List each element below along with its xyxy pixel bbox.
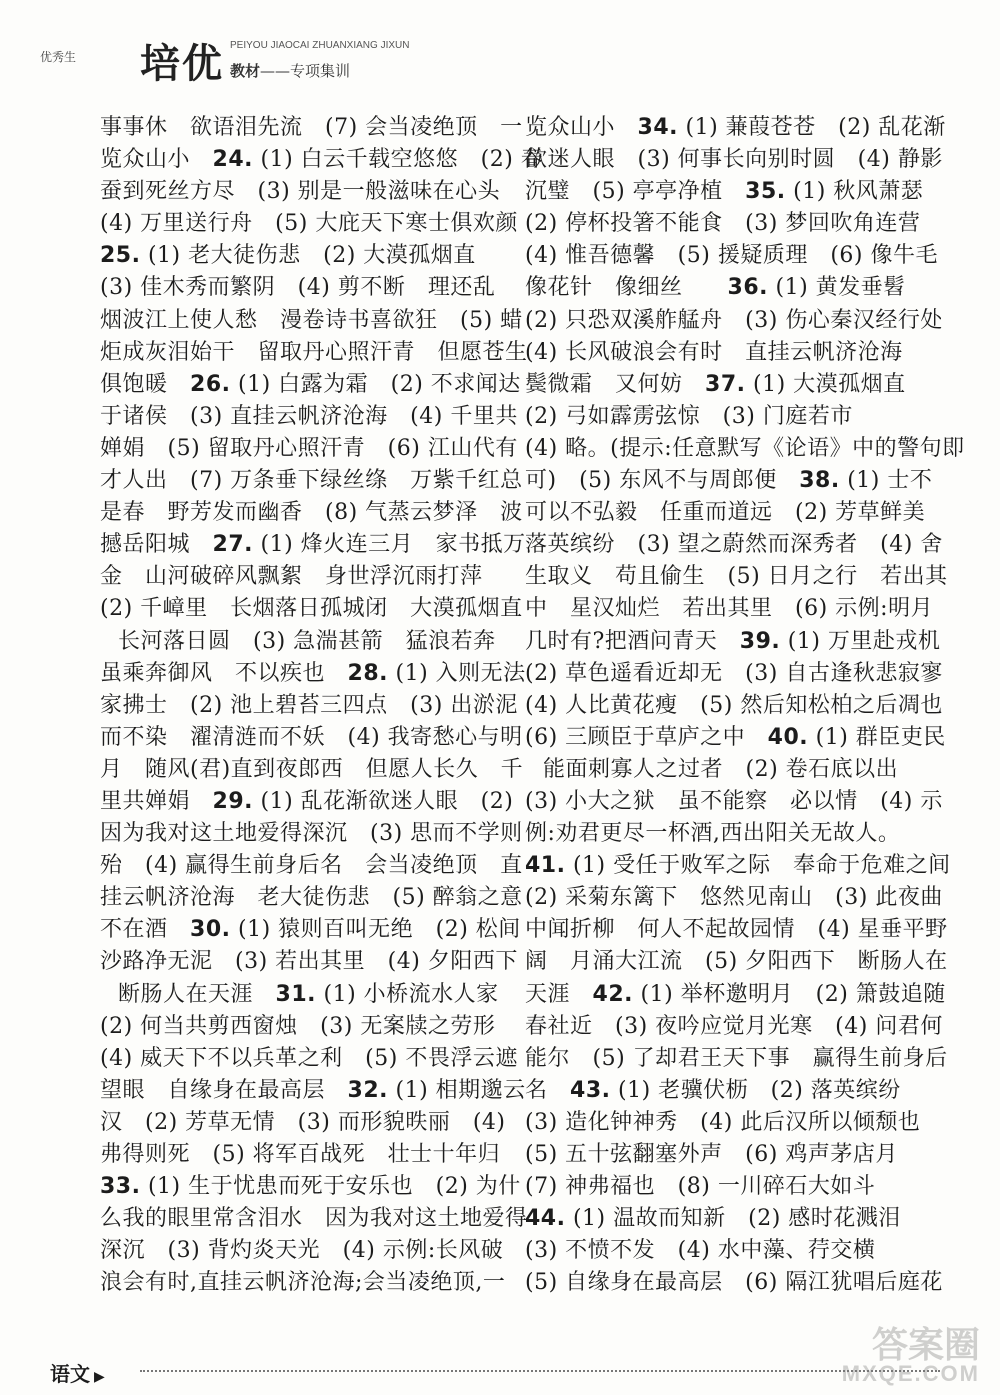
answer-line — [100, 1235, 504, 1267]
answer-line — [100, 593, 523, 625]
answer-line — [100, 786, 514, 818]
answer-text: (2) 千嶂里 长烟落日孤城闭 大漠孤烟直 — [100, 596, 523, 622]
answer-text: 几时有?把酒问青天 — [525, 628, 740, 654]
answer-text: 天涯 — [525, 981, 593, 1007]
question-number: 44. — [525, 1206, 566, 1232]
answer-text: 家拂士 (2) 池上碧苔三四点 (3) 出淤泥 — [100, 692, 518, 718]
answer-text: (4) 万里送行舟 (5) 大庇天下寒士俱欢颜 — [100, 211, 518, 237]
answer-text: 览众山小 — [100, 147, 213, 173]
answer-text: 而不染 濯清涟而不妖 (4) 我寄愁心与明 — [100, 724, 523, 750]
answer-text: 浪会有时,直挂云帆济沧海;会当凌绝顶,一 — [100, 1270, 506, 1296]
answer-text: (3) 不愤不发 (4) 水中藻、荇交横 — [525, 1238, 876, 1264]
question-number: 28. — [347, 660, 388, 686]
answer-line — [525, 1075, 907, 1107]
answer-text: 中闻折柳 何人不起故园情 (4) 星垂平野 — [525, 917, 948, 943]
page-footer — [50, 1358, 105, 1387]
answer-text: 落英缤纷 (3) 望之蔚然而深秀者 (4) 舍 — [525, 532, 943, 558]
answer-text: (2) 只恐双溪舴艋舟 (3) 伤心秦汉经行处 — [525, 307, 943, 333]
answer-line — [525, 882, 943, 914]
answer-text: 鬓微霜 又何妨 — [525, 371, 706, 397]
answer-line — [100, 433, 518, 465]
answer-line — [100, 1075, 526, 1107]
answer-text: (1) 士不 — [839, 468, 933, 494]
answer-text: 断肠人在天涯 — [118, 981, 276, 1007]
answer-text: (1) 群臣吏民 — [808, 724, 946, 750]
answer-line — [100, 401, 518, 433]
answer-line — [525, 1139, 907, 1171]
watermark — [841, 1324, 980, 1386]
answer-line — [525, 754, 907, 786]
answer-line — [100, 561, 483, 593]
answer-line — [100, 1107, 506, 1139]
answer-line — [100, 529, 526, 561]
answer-text: (4) 长风破浪会有时 直挂云帆济沧海 — [525, 339, 903, 365]
answer-line — [100, 850, 523, 882]
answer-line — [525, 1011, 943, 1043]
answer-text: (1) 大漠孤烟直 — [745, 371, 906, 397]
answer-line — [100, 914, 521, 946]
answer-line — [525, 1043, 948, 1075]
answer-line — [525, 529, 943, 561]
footer-subject: 语文 — [50, 1362, 90, 1386]
answer-line — [525, 561, 948, 593]
answer-line — [525, 208, 921, 240]
footer-divider — [140, 1370, 940, 1372]
answer-text: (2) 弓如霹雳弦惊 (3) 门庭若市 — [525, 403, 853, 429]
answer-text: 汉 (2) 芳草无情 (3) 而形貌昳丽 (4) — [100, 1109, 506, 1135]
answer-line — [525, 1267, 943, 1299]
answer-text: 俱饱暖 — [100, 371, 191, 397]
answer-line — [525, 1235, 907, 1267]
question-number: 32. — [347, 1077, 388, 1103]
answer-text: (2) 何当共剪西窗烛 (3) 无案牍之劳形 — [100, 1013, 496, 1039]
answer-text: 沉璧 (5) 亭亭净植 — [525, 179, 746, 205]
answer-line — [100, 208, 518, 240]
header-subtitle — [230, 60, 350, 81]
question-number: 36. — [727, 275, 768, 301]
answer-line — [525, 850, 951, 882]
answer-text: 是春 野芳发而幽香 (8) 气蒸云梦泽 波 — [100, 500, 523, 526]
answer-text: (1) 蒹葭苍苍 (2) 乱花渐 — [678, 115, 946, 140]
question-number: 41. — [525, 853, 566, 879]
answer-text: 沙路净无泥 (3) 若出其里 (4) 夕阳西下 — [100, 949, 518, 975]
answer-text: 可以不弘毅 任重而道远 (2) 芳草鲜美 — [525, 500, 926, 526]
question-number: 31. — [275, 981, 316, 1007]
answer-text: 像花针 像细丝 — [525, 275, 728, 301]
answer-text: 虽乘奔御风 不以疾也 — [100, 660, 348, 686]
answer-line — [525, 1171, 907, 1203]
question-number: 30. — [190, 917, 231, 943]
answer-line — [525, 946, 948, 978]
answer-line — [100, 658, 526, 690]
answer-text: (1) 生于忧患而死于安乐也 (2) 为什 — [140, 1174, 521, 1200]
arrow-right-icon: ▶ — [94, 1369, 105, 1385]
answer-text: (1) 猿则百叫无绝 (2) 松间 — [230, 917, 521, 943]
answer-line — [525, 690, 943, 722]
question-number: 25. — [100, 243, 141, 269]
answer-line — [100, 1139, 501, 1171]
answer-text: 事事休 欲语泪先流 (7) 会当凌绝顶 一 — [100, 115, 523, 140]
answer-text: (1) 烽火连三月 家书抵万 — [253, 532, 526, 558]
answer-text: 可) (5) 东风不与周郎便 — [525, 468, 800, 494]
answer-line — [100, 754, 524, 786]
answer-text: 撼岳阳城 — [100, 532, 213, 558]
answer-text: 春社近 (3) 夜吟应觉月光寒 (4) 问君何 — [525, 1013, 943, 1039]
answer-text: (3) 小大之狱 虽不能察 必以情 (4) 示 — [525, 788, 943, 814]
answer-text: 炬成灰泪始干 留取丹心照汗青 但愿苍生 — [100, 339, 528, 365]
answer-line — [525, 593, 934, 625]
answer-text: 中 星汉灿烂 若出其里 (6) 示例:明月 — [525, 596, 934, 622]
answer-line — [100, 946, 518, 978]
answer-text: 烟波江上使人愁 漫卷诗书喜欲狂 (5) 蜡 — [100, 307, 523, 333]
answer-text: (1) 受任于败军之际 奉命于危难之间 — [565, 853, 951, 879]
answer-text: (1) 入则无法 — [388, 660, 526, 686]
question-number: 27. — [212, 532, 253, 558]
answer-text: (1) 黄发垂髫 — [768, 275, 906, 301]
question-number: 38. — [799, 468, 840, 494]
answer-line — [525, 626, 941, 658]
answer-text: (1) 乱花渐欲迷人眼 (2) — [253, 788, 514, 814]
answer-text: (4) 威天下不以兵革之利 (5) 不畏浮云遮 — [100, 1045, 518, 1071]
answer-line — [100, 497, 523, 529]
answer-text: 深沉 (3) 背灼炎天光 (4) 示例:长风破 — [100, 1238, 504, 1264]
answer-line — [525, 305, 943, 337]
answer-text: 不在酒 — [100, 917, 191, 943]
answer-text: 阔 月涌大江流 (5) 夕阳西下 断肠人在 — [525, 949, 948, 975]
answer-line — [100, 337, 528, 369]
answer-line — [525, 497, 926, 529]
answer-text: 月 随风(君)直到夜郎西 但愿人长久 千 — [100, 756, 524, 782]
answer-line — [525, 272, 907, 304]
question-number: 26. — [190, 371, 231, 397]
answer-line — [525, 144, 943, 176]
answer-line — [525, 433, 965, 465]
answer-text: (1) 秋风萧瑟 — [785, 179, 924, 205]
question-number: 29. — [212, 788, 253, 814]
answer-line — [525, 337, 907, 369]
answer-line — [525, 176, 924, 208]
answer-text: 例:劝君更尽一杯酒,西出阳关无故人。 — [525, 821, 901, 847]
answer-text: 名 — [525, 1077, 571, 1103]
answer-text: 欲迷人眼 (3) 何事长向别时圆 (4) 静影 — [525, 147, 943, 173]
answer-line — [525, 465, 933, 497]
answer-text: (2) 草色遥看近却无 (3) 自古逢秋悲寂寥 — [525, 660, 943, 686]
answer-text: (4) 惟吾德馨 (5) 援疑质理 (6) 像牛毛 — [525, 243, 938, 269]
answer-line — [100, 882, 523, 914]
answer-text: (3) 佳木秀而繁阴 (4) 剪不断 理还乱 — [100, 275, 496, 301]
answer-line — [525, 401, 907, 433]
answer-line — [100, 112, 523, 144]
answer-text: 弗得则死 (5) 将军百战死 壮士十年归 — [100, 1142, 501, 1167]
answer-text: (3) 造化钟神秀 (4) 此后汉所以倾颓也 — [525, 1109, 921, 1135]
page-header — [40, 30, 560, 90]
answer-line — [100, 369, 521, 401]
answer-line — [100, 722, 523, 754]
question-number: 43. — [570, 1077, 611, 1103]
answer-line — [100, 240, 476, 272]
watermark-url: MXQE.COM — [841, 1361, 980, 1386]
question-number: 37. — [705, 371, 746, 397]
answer-text: (2) 停杯投箸不能食 (3) 梦回吹角连营 — [525, 211, 921, 237]
answer-line — [100, 1171, 521, 1203]
question-number: 34. — [637, 115, 678, 140]
answer-line — [525, 240, 938, 272]
answer-line — [100, 1267, 506, 1299]
answer-line — [100, 176, 501, 208]
answer-text: 览众山小 — [525, 115, 638, 140]
answer-line — [525, 786, 943, 818]
answer-text: (7) 神弗福也 (8) 一川碎石大如斗 — [525, 1174, 876, 1200]
watermark-text: 答案圈 — [871, 1324, 980, 1365]
answer-text: (4) 略。(提示:任意默写《论语》中的警句即 — [525, 435, 965, 461]
answer-text: (1) 举杯邀明月 (2) 箫鼓追随 — [633, 981, 946, 1007]
question-number: 24. — [212, 147, 253, 173]
question-number: 39. — [739, 628, 781, 654]
question-number: 35. — [745, 179, 786, 205]
answer-text: (1) 老骥伏枥 (2) 落英缤纷 — [610, 1077, 901, 1103]
answer-text: 才人出 (7) 万条垂下绿丝绦 万紫千红总 — [100, 468, 523, 494]
answer-line — [525, 722, 946, 754]
answer-text: 因为我对这土地爱得深沉 (3) 思而不学则 — [100, 821, 523, 847]
answer-line — [100, 626, 496, 658]
answer-text: (1) 白露为霜 (2) 不求闻达 — [230, 371, 521, 397]
answer-text: 挂云帆济沧海 老大徒伤悲 (5) 醉翁之意 — [100, 885, 523, 911]
answer-line — [525, 112, 946, 144]
answer-text: (4) 人比黄花瘦 (5) 然后知松柏之后凋也 — [525, 692, 943, 718]
answer-line — [525, 818, 907, 850]
answer-line — [525, 979, 946, 1011]
answer-text: (2) 采菊东篱下 悠然见南山 (3) 此夜曲 — [525, 885, 943, 911]
answer-line — [100, 1011, 496, 1043]
answer-text: 能尔 (5) 了却君王天下事 赢得生前身后 — [525, 1045, 948, 1071]
answer-text: (1) 小桥流水人家 — [316, 981, 499, 1007]
answer-line — [100, 144, 544, 176]
answer-line — [100, 465, 523, 497]
answer-text: 殆 (4) 赢得生前身后名 会当凌绝顶 直 — [100, 853, 523, 879]
answer-text: 里共婵娟 — [100, 788, 213, 814]
question-number: 42. — [592, 981, 633, 1007]
answer-line — [100, 1203, 528, 1235]
answer-line — [525, 1203, 907, 1235]
answer-text: (1) 温故而知新 (2) 感时花溅泪 — [565, 1206, 901, 1232]
answer-line — [100, 272, 496, 304]
answer-text: 婵娟 (5) 留取丹心照汗青 (6) 江山代有 — [100, 435, 518, 461]
answer-text: (1) 相期邈云 — [388, 1077, 526, 1103]
question-number: 33. — [100, 1174, 141, 1200]
answer-text: (6) 三顾臣于草庐之中 — [525, 724, 768, 750]
header-pinyin: PEIYOU JIAOCAI ZHUANXIANG JIXUN — [230, 40, 410, 51]
answer-text: 长河落日圆 (3) 急湍甚箭 猛浪若奔 — [118, 628, 496, 654]
answer-line — [100, 1043, 518, 1075]
header-logo: 培优 — [140, 42, 224, 86]
answer-line — [100, 979, 499, 1011]
answer-line — [100, 818, 523, 850]
answer-text: 金 山河破碎风飘絮 身世浮沉雨打萍 — [100, 564, 483, 590]
answer-text: (5) 自缘身在最高层 (6) 隔江犹唱后庭花 — [525, 1270, 943, 1296]
answer-text: 于诸侯 (3) 直挂云帆济沧海 (4) 千里共 — [100, 403, 518, 429]
answer-text: (1) 白云千载空悠悠 (2) 春 — [253, 147, 544, 173]
answer-text: 能面刺寡人之过者 (2) 卷石底以出 — [543, 756, 899, 782]
header-subtitle-bold: 教材 — [230, 62, 261, 80]
answer-column-right — [525, 112, 965, 1299]
answer-line — [525, 1107, 921, 1139]
answer-text: 望眼 自缘身在最高层 — [100, 1077, 348, 1103]
answer-text: (1) 万里赴戎机 — [780, 628, 941, 654]
header-subtitle-rest: ——专项集训 — [260, 62, 351, 80]
answer-line — [525, 369, 907, 401]
header-small-label: 优秀生 — [40, 50, 77, 64]
answer-line — [525, 914, 948, 946]
answer-text: (1) 老大徒伤悲 (2) 大漠孤烟直 — [140, 243, 476, 269]
answer-column-left — [100, 112, 544, 1299]
answer-text: 生取义 苟且偷生 (5) 日月之行 若出其 — [525, 564, 948, 590]
question-number: 40. — [767, 724, 809, 750]
answer-text: (5) 五十弦翻塞外声 (6) 鸡声茅店月 — [525, 1142, 898, 1167]
answer-text: 么我的眼里常含泪水 因为我对这土地爱得 — [100, 1206, 528, 1232]
answer-line — [525, 658, 943, 690]
answer-text: 蚕到死丝方尽 (3) 别是一般滋味在心头 — [100, 179, 501, 205]
answer-line — [100, 305, 523, 337]
answer-line — [100, 690, 518, 722]
